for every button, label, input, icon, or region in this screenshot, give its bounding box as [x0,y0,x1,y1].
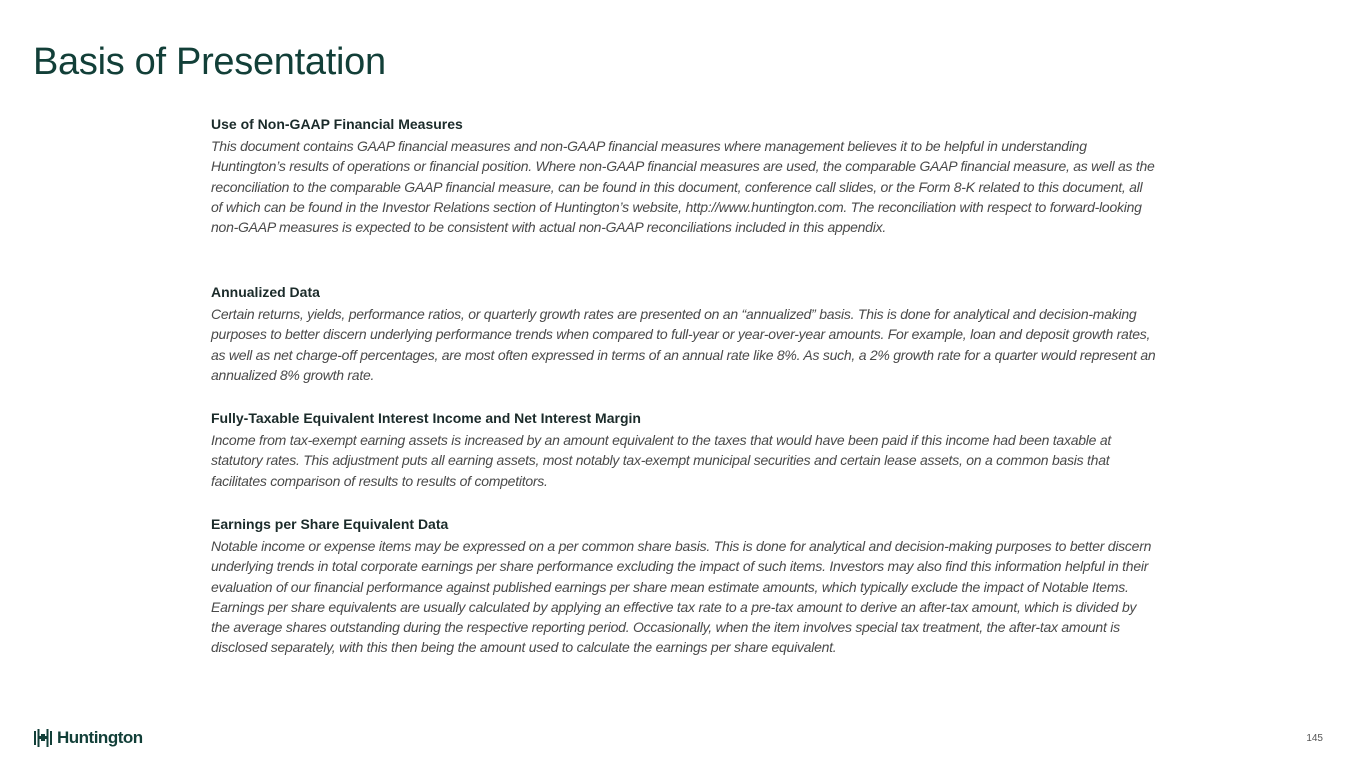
section-body: This document contains GAAP financial measures and non-GAAP financial measures where management believes it to be helpful in understanding Huntington’s results of operations or financial position. Where non-GAAP financial measures are used, the comparable GAAP financial measure, as well as the reconciliation to the comparable GAAP financial measure, can be found in this document, conference call slides, or the Form 8-K related to this document, all of which can be found in the Investor Relations section of Huntington’s website, http://www.huntington.com. The reconciliation with respect to forward-looking non-GAAP measures is expected to be consistent with actual non-GAAP reconciliations included in this appendix. [211,138,1155,236]
section-body: Notable income or expense items may be expressed on a per common share basis. This is done for analytical and decision-making purposes to better discern underlying trends in total corporate earnings per share performance excluding the impact of such items. Investors may also find this information helpful in their evaluation of our financial performance against published earnings per share mean estimate amounts, which typically exclude the impact of Notable Items. Earnings per share equivalents are usually calculated by applying an effective tax rate to a pre-tax amount to derive an after-tax amount, which is divided by the average shares outstanding during the respective reporting period. Occasionally, when the item involves special tax treatment, the after-tax amount is disclosed separately, with this then being the amount used to calculate the earnings per share equivalent. [211,538,1152,656]
section-body: Income from tax-exempt earning assets is increased by an amount equivalent to the taxes that would have been paid if this income had been taxable at statutory rates. This adjustment puts all earning assets, most notably tax-exempt municipal securities and certain lease assets, on a common basis that facilitates comparison of results to results of competitors. [211,432,1112,489]
section-heading: Annualized Data [211,284,320,300]
section-body: Certain returns, yields, performance ratios, or quarterly growth rates are presented on an “annualized” basis. This is done for analytical and decision-making purposes to better discern underlying performance trends when compared to full-year or year-over-year amounts. For example, loan and deposit growth rates, as well as net charge-off percentages, are most often expressed in terms of an annual rate like 8%. As such, a 2% growth rate for a quarter would represent an annualized 8% growth rate. [211,306,1156,383]
section-annualized-data [211,283,1156,385]
huntington-mark-icon [33,728,53,748]
page-title: Basis of Presentation [33,41,386,83]
huntington-logo [33,727,143,749]
section-fte-interest [211,409,1156,491]
section-heading: Fully-Taxable Equivalent Interest Income and Net Interest Margin [211,410,641,426]
logo-text: Huntington [57,728,143,747]
section-heading: Earnings per Share Equivalent Data [211,516,449,532]
section-non-gaap [211,115,1156,237]
section-heading: Use of Non-GAAP Financial Measures [211,116,463,132]
section-eps-equivalent [211,515,1156,658]
page-number: 145 [1306,733,1323,744]
